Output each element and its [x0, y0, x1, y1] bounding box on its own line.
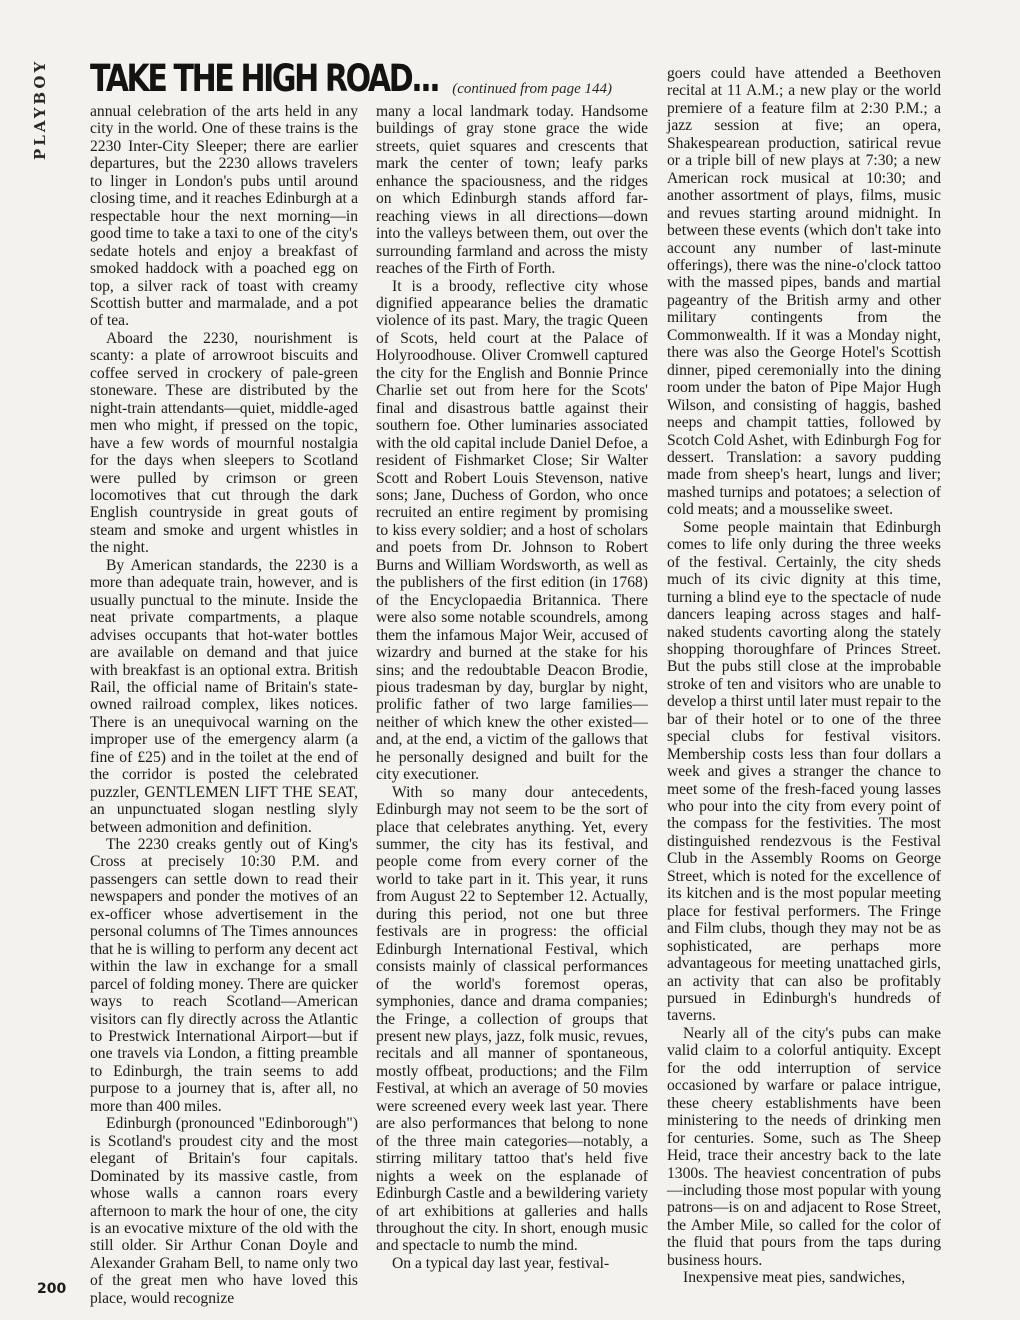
paragraph: It is a broody, reflective city whose dignified appearance belies the dramatic violence of its past. Mary, the tragic Queen of Scots, held court at the Palace of Holyroodhouse. Oliver Cromwell captured the city for the English and Bonnie Prince Charlie set out from here for the Scots' final and disastrous battle against their southern foe. Other luminaries associated with the old capital include Daniel Defoe, a resident of Fishmarket Close; Sir Walter Scott and Robert Louis Stevenson, native sons; Jane, Duchess of Gordon, who once recruited an entire regiment by promising to kiss every soldier; and a host of scholars and poets from Dr. Johnson to Robert Burns and William Wordsworth, as well as the publishers of the first edition (in 1768) of the Encyclopaedia Britannica. There were also some notable scoundrels, among them the infamous Major Weir, accused of wizardry and burned at the stake for his sins; and the redoubtable Deacon Brodie, pious tradesman by day, burglar by night, prolific father of two large families—neither of which knew the other existed—and, at the end, a victim of the gallows that he personally designed and built for the city executioner.	[376, 277, 648, 784]
paragraph: The 2230 creaks gently out of King's Cross at precisely 10:30 P.M. and passengers can settle down to read their newspapers and ponder the motives of an ex-officer whose advertisement in the personal columns of The Times announces that he is willing to perform any decent act within the law in exchange for a small parcel of folding money. There are quicker ways to reach Scotland—American visitors can fly directly across the Atlantic to Prestwick International Airport—but if one travels via London, a fitting preamble to Edinburgh, the train seems to add purpose to a journey that is, after all, no more than 400 miles.	[90, 836, 358, 1115]
paragraph: Inexpensive meat pies, sandwiches,	[683, 1269, 906, 1287]
page-number: 200	[37, 1281, 67, 1297]
text-column-2	[376, 103, 648, 1272]
paragraph: Aboard the 2230, nourishment is scanty: a plate of arrowroot biscuits and coffee served in crockery of pale-green stoneware. These are distributed by the night-train attendants—quiet, middle-aged men who might, if pressed on the topic, have a few words of mournful nostalgia for the days when sleepers to Scotland were pulled by crimson or green locomotives that cut through the dark English countryside in great gouts of steam and smoke and urgent whistles in the night.	[90, 329, 358, 557]
article-headline: TAKE THE HIGH ROAD...	[90, 57, 439, 101]
paragraph: Some people maintain that Edinburgh comes to life only during the three weeks of the festival. Certainly, the city sheds much of its civic dignity at this time, turning a blind eye to the spectacle of nude dancers leaping across stages and half-naked students cavorting along the stately shopping thoroughfare of Princes Street. But the pubs still close at the improbable stroke of ten and visitors who are unable to develop a thirst until later must repair to the bar of their hotel or to one of the three special clubs for festival visitors. Membership costs less than four dollars a week and gives a stranger the chance to meet some of the fresh-faced young lasses who pour into the city from every point of the compass for the festivities. The most distinguished rendezvous is the Festival Club in the Assembly Rooms on George Street, which is noted for the excellence of its kitchen and is the most popular meeting place for festival performers. The Fringe and Film clubs, though they may not be as sophisticated, are perhaps more advantageous for meeting unattached girls, an activity that can also be profitably pursued in Edinburgh's hundreds of taverns.	[667, 518, 941, 1025]
text-column-1	[90, 103, 358, 1307]
paragraph: annual celebration of the arts held in any city in the world. One of these trains is the 2230 Inter-City Sleeper; there are earlier departures, but the 2230 allows travelers to linger in London's pubs until around closing time, and it reaches Edinburgh at a respectable hour the next morning—in good time to take a taxi to one of the city's sedate hotels and enjoy a breakfast of smoked haddock with a poached egg on top, a silver rack of toast with creamy Scottish butter and marmalade, and a pot of tea.	[90, 103, 358, 330]
continued-note: (continued from page 144)	[452, 81, 613, 97]
text-column-3	[667, 65, 941, 1287]
paragraph: Edinburgh (pronounced "Edinborough") is Scotland's proudest city and the most elegant of Britain's four capitals. Dominated by its massive castle, from whose walls a cannon roars every afternoon to mark the hour of one, the city is an evocative mixture of the old with the still older. Sir Arthur Conan Doyle and Alexander Graham Bell, to name only two of the great men who have loved this place, would recognize	[90, 1115, 358, 1307]
paragraph: Nearly all of the city's pubs can make valid claim to a colorful antiquity. Except for the odd interruption of service occasioned by warfare or palace intrigue, these cheery establishments have been ministering to the needs of drinking men for centuries. Some, such as The Sheep Heid, trace their ancestry back to the late 1300s. The heaviest concentration of pubs—including those most popular with young patrons—is on and adjacent to Rose Street, the Amber Mile, so called for the color of the fluid that pours from the taps during business hours.	[667, 1024, 941, 1269]
paragraph: By American standards, the 2230 is a more than adequate train, however, and is usually punctual to the minute. Inside the neat private compartments, a plaque advises occupants that hot-water bottles are available on demand and that juice with breakfast is an optional extra. British Rail, the official name of Britain's state-owned railroad complex, likes notices. There is an unequivocal warning on the improper use of the emergency alarm (a fine of £25) and in the toilet at the end of the corridor is posted the celebrated puzzler, GENTLEMEN LIFT THE SEAT, an unpunctuated slogan nestling slyly between admonition and definition.	[90, 556, 358, 836]
paragraph: many a local landmark today. Handsome buildings of gray stone grace the wide streets, quiet squares and crescents that mark the center of town; leafy parks enhance the spaciousness, and the ridges on which Edinburgh stands afford far-reaching views in all directions—down into the valleys between them, out over the surrounding farmland and across the misty reaches of the Firth of Forth.	[376, 103, 648, 278]
paragraph: With so many dour antecedents, Edinburgh may not seem to be the sort of place that celebrates anything. Yet, every summer, the city has its festival, and people come from every corner of the world to take part in it. This year, it runs from August 22 to September 12. Actually, during this period, not one but three festivals are in progress: the official Edinburgh International Festival, which consists mainly of classical performances of the world's foremost operas, symphonies, dance and drama companies; the Fringe, a collection of groups that present new plays, jazz, folk music, revues, recitals and all manner of spontaneous, mostly offbeat, productions; and the Film Festival, at which an average of 50 movies were screened every week last year. There are also performances that belong to none of the three main categories—notably, a stirring military tattoo that's held five nights a week on the esplanade of Edinburgh Castle and a bewildering variety of art exhibitions at galleries and halls throughout the city. In short, enough music and spectacle to numb the mind.	[376, 783, 648, 1255]
paragraph: goers could have attended a Beethoven recital at 11 A.M.; a new play or the world premiere of a feature film at 2:30 P.M.; a jazz session at five; an opera, Shakespearean production, satirical revue or a triple bill of new plays at 7:30; a new American rock musical at 10:30; and another assortment of plays, films, music and revues starting around midnight. In between these events (which don't take into account any number of last-minute offerings), there was the nine-o'clock tattoo with the massed pipes, bands and martial pageantry of the British army and other military contingents from the Commonwealth. If it was a Monday night, there was also the George Hotel's Scottish dinner, piped ceremonially into the dining room under the baton of Pipe Major Hugh Wilson, and consisting of haggis, bashed neeps and champit tatties, followed by Scotch Cold Ashet, with Edinburgh Fog for dessert. Translation: a savory pudding made from sheep's heart, lungs and liver; mashed turnips and potatoes; a selection of cold meats; and a mousselike sweet.	[667, 65, 941, 519]
magazine-masthead: PLAYBOY	[31, 58, 49, 160]
paragraph: On a typical day last year, festival-	[392, 1254, 610, 1272]
